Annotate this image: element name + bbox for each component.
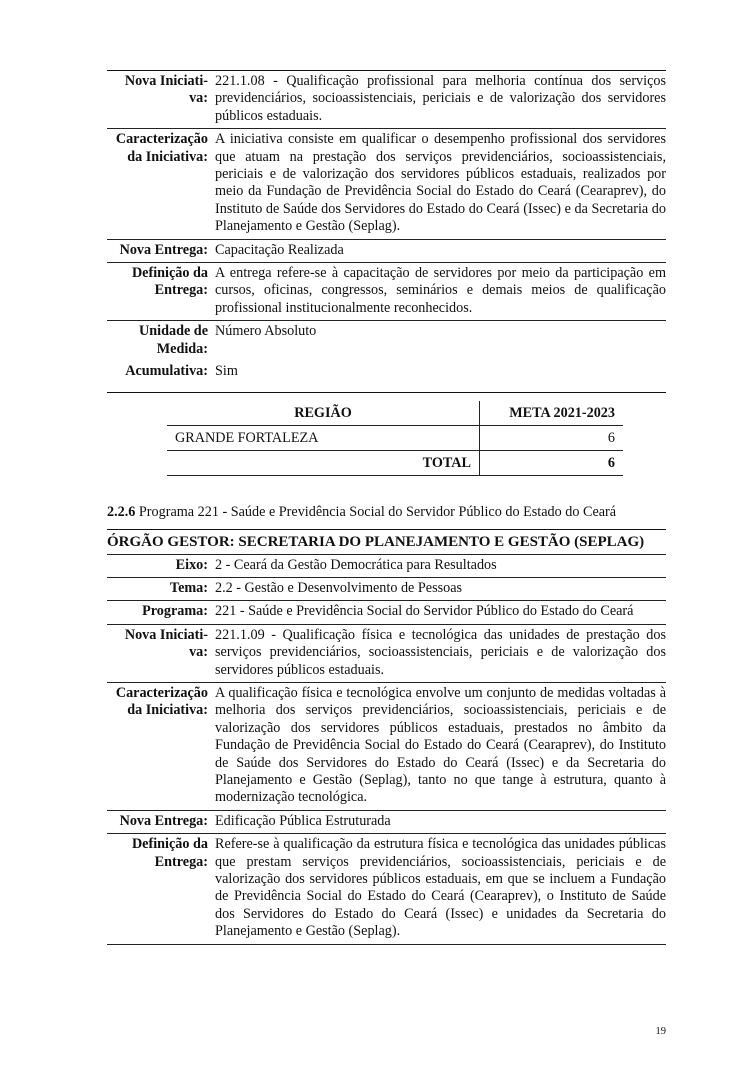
field-label: Nova Iniciati- va: <box>124 73 208 107</box>
field-label: Unidade de Medida: <box>139 323 208 357</box>
column-header-meta: META 2021-2023 <box>480 401 624 426</box>
table-row <box>107 321 666 361</box>
field-value: Sim <box>215 363 238 380</box>
field-value: 2.2 - Gestão e Desenvolvimento de Pessoas <box>215 579 463 596</box>
field-label: Programa: <box>142 603 208 620</box>
table-row <box>107 555 666 578</box>
orgao-gestor-heading: ÓRGÃO GESTOR: SECRETARIA DO PLANEJAMENTO E GESTÃO (SEPLAG) <box>107 529 666 555</box>
field-label: Eixo: <box>175 556 208 573</box>
field-value: Refere-se à qualificação da estrutura física e tecnológica das unidades públicas que prestam serviços previdenciários, socioassistenciais, periciais e de valorização dos servidores públicos estaduais, em que se incluem a Fundação de Previdência Social do Estado do Ceará (Cearaprev), o Instituto de Saúde dos Servidores do Estado do Ceará (Issec) e unidades da Secretaria do Planejamento e Gestão (Seplag). <box>215 836 666 940</box>
table-row <box>107 682 666 810</box>
table-row <box>167 425 623 450</box>
table-row <box>107 834 666 944</box>
region-name: GRANDE FORTALEZA <box>167 425 480 450</box>
field-label: Acumulativa: <box>125 363 208 380</box>
field-value: 2 - Ceará da Gestão Democrática para Resultados <box>215 556 497 573</box>
table-row <box>107 239 666 262</box>
total-row <box>167 450 623 475</box>
page-number: 19 <box>655 1026 666 1037</box>
field-value: A qualificação física e tecnológica envolve um conjunto de medidas voltadas à melhoria dos serviços previdenciários, socioassistenciais, periciais e de valorização dos servidores públicos estaduais, prestados no âmbito da Fundação de Previdência Social do Estado do Ceará (Cearaprev), do Instituto de Saúde dos Servidores do Estado do Ceará (Issec) e da Secretaria do Planejamento e Gestão (Seplag), tanto no que tange à estrutura, quanto à modernização tecnológica. <box>215 684 666 806</box>
column-header-region: REGIÃO <box>167 401 480 426</box>
field-value: Edificação Pública Estruturada <box>215 812 391 829</box>
section-heading <box>107 504 666 521</box>
table-row <box>107 810 666 833</box>
field-label: Definição da Entrega: <box>131 836 208 870</box>
table-row <box>107 263 666 321</box>
field-value: 221.1.08 - Qualificação profissional para melhoria contínua dos serviços previdenciários, socioassistenciais, periciais e de valorização dos servidores públicos estaduais. <box>215 73 666 124</box>
field-value: A iniciativa consiste em qualificar o desempenho profissional dos servidores que atuam na prestação dos serviços previdenciários, socioassistenciais, periciais e de valorização dos servidores públicos estaduais, realizados por meio da Fundação de Previdência Social do Estado do Ceará (Cearaprev), do Instituto de Saúde dos Servidores do Estado do Ceará (Issec) e da Secretaria do Planejamento e Gestão (Seplag). <box>215 131 666 235</box>
total-value: 6 <box>607 454 615 471</box>
field-label: Nova Entrega: <box>119 812 208 829</box>
initiative-table-1 <box>107 70 666 384</box>
initiative-table-2 <box>107 555 666 945</box>
field-value: 221.1.09 - Qualificação física e tecnológica das unidades de prestação dos serviços previdenciários, socioassistenciais, periciais e de valorização dos servidores públicos estaduais. <box>215 626 666 678</box>
table-row <box>107 601 666 624</box>
region-table <box>167 401 623 476</box>
field-label: Tema: <box>169 579 208 596</box>
total-label: TOTAL <box>167 450 480 475</box>
field-label: Caracterização da Iniciativa: <box>115 684 208 719</box>
document-page <box>107 70 666 945</box>
field-value: A entrega refere-se à capacitação de servidores por meio da participação em cursos, oficinas, congressos, seminários e demais meios de qualificação profissional institucionalmente reconhecidos. <box>215 265 666 316</box>
field-label: Nova Entrega: <box>119 241 208 258</box>
section-title: Programa 221 - Saúde e Previdência Social do Servidor Público do Estado do Ceará <box>135 503 617 520</box>
table-row <box>107 577 666 600</box>
table-row <box>107 71 666 129</box>
field-label: Definição da Entrega: <box>131 265 208 299</box>
table-row <box>107 624 666 682</box>
field-value: Número Absoluto <box>215 323 317 340</box>
field-label: Caracterização da Iniciativa: <box>115 131 208 165</box>
section-number: 2.2.6 <box>107 503 136 520</box>
divider <box>107 392 666 393</box>
table-row <box>107 361 666 383</box>
field-value: Capacitação Realizada <box>215 241 344 258</box>
field-label: Nova Iniciati- va: <box>124 626 208 661</box>
table-row <box>107 129 666 239</box>
field-value: 221 - Saúde e Previdência Social do Servidor Público do Estado do Ceará <box>215 603 634 620</box>
region-value: 6 <box>607 429 615 446</box>
